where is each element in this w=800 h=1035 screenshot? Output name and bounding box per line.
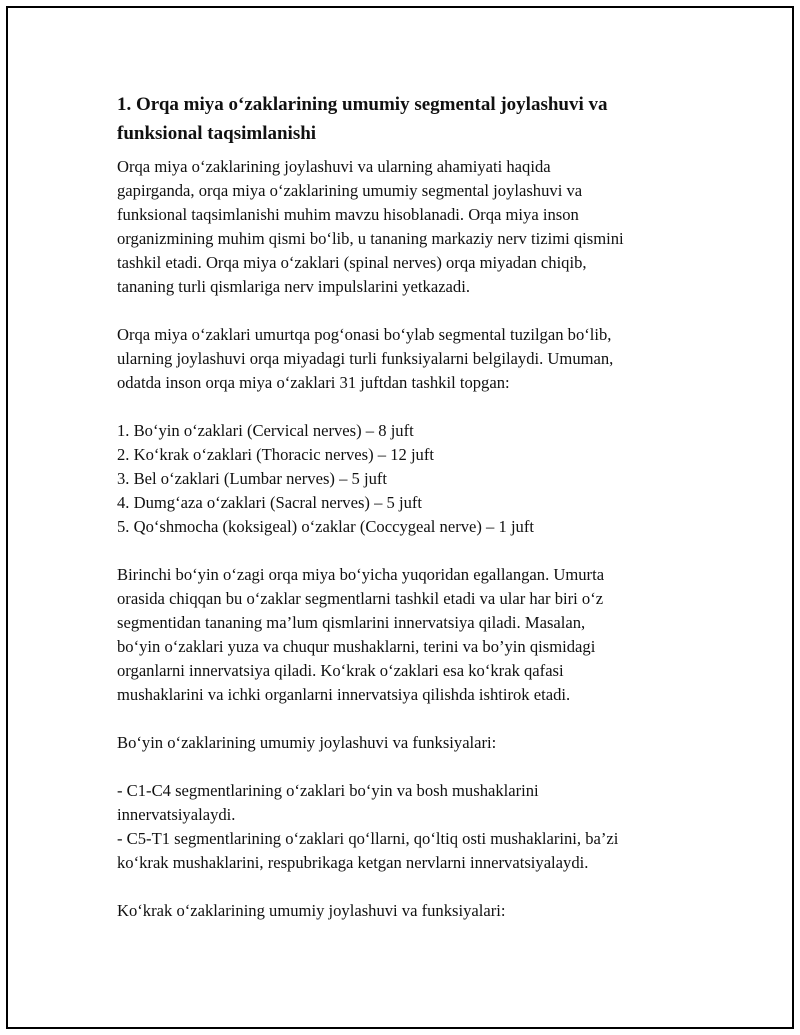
text-line: organizmining muhim qismi bo‘lib, u tananing markaziy nerv tizimi qismini xyxy=(117,229,624,248)
text-line: ularning joylashuvi orqa miyadagi turli funksiyalarni belgilaydi. Umuman, xyxy=(117,349,614,368)
list-item: 5. Qo‘shmocha (koksigeal) o‘zaklar (Coccygeal nerve) – 1 juft xyxy=(117,517,534,536)
text-line: - C1-C4 segmentlarining o‘zaklari bo‘yin va bosh mushaklarini xyxy=(117,781,539,800)
text-line: - C5-T1 segmentlarining o‘zaklari qo‘llarni, qo‘ltiq osti mushaklarini, ba’zi xyxy=(117,829,619,848)
text-line: organlarni innervatsiya qiladi. Ko‘krak o‘zaklari esa ko‘krak qafasi xyxy=(117,661,564,680)
document-body xyxy=(117,90,717,947)
text-line: Ko‘krak o‘zaklarining umumiy joylashuvi va funksiyalari: xyxy=(117,901,506,920)
cervical-items xyxy=(117,779,717,875)
list-item: 1. Bo‘yin o‘zaklari (Cervical nerves) – 8 juft xyxy=(117,421,414,440)
section-title xyxy=(117,90,717,148)
text-line: funksional taqsimlanishi muhim mavzu hisoblanadi. Orqa miya inson xyxy=(117,205,579,224)
text-line: bo‘yin o‘zaklari yuza va chuqur mushaklarni, terini va bo’yin qismidagi xyxy=(117,637,596,656)
list-item: 4. Dumg‘aza o‘zaklari (Sacral nerves) – 5 juft xyxy=(117,493,423,512)
cervical-heading xyxy=(117,731,717,755)
text-line: innervatsiyalaydi. xyxy=(117,805,236,824)
text-line: Birinchi bo‘yin o‘zagi orqa miya bo‘yicha yuqoridan egallangan. Umurta xyxy=(117,565,605,584)
cervical-intro-paragraph xyxy=(117,563,717,707)
text-line: tananing turli qismlariga nerv impulslarini yetkazadi. xyxy=(117,277,470,296)
segments-paragraph xyxy=(117,323,717,395)
text-line: Bo‘yin o‘zaklarining umumiy joylashuvi va funksiyalari: xyxy=(117,733,497,752)
text-line: orasida chiqqan bu o‘zaklar segmentlarni tashkil etadi va ular har biri o‘z xyxy=(117,589,604,608)
title-line: funksional taqsimlanishi xyxy=(117,123,317,144)
text-line: odatda inson orqa miya o‘zaklari 31 juftdan tashkil topgan: xyxy=(117,373,510,392)
intro-paragraph xyxy=(117,155,717,299)
text-line: Orqa miya o‘zaklarining joylashuvi va ularning ahamiyati haqida xyxy=(117,157,551,176)
text-line: gapirganda, orqa miya o‘zaklarining umumiy segmental joylashuvi va xyxy=(117,181,583,200)
text-line: ko‘krak mushaklarini, respubrikaga ketgan nervlarni innervatsiyalaydi. xyxy=(117,853,589,872)
list-item: 2. Ko‘krak o‘zaklari (Thoracic nerves) – 12 juft xyxy=(117,445,434,464)
text-line: mushaklarini va ichki organlarni innervatsiya qilishda ishtirok etadi. xyxy=(117,685,571,704)
text-line: Orqa miya o‘zaklari umurtqa pog‘onasi bo‘ylab segmental tuzilgan bo‘lib, xyxy=(117,325,612,344)
thoracic-heading xyxy=(117,899,717,923)
text-line: segmentidan tananing ma’lum qismlarini innervatsiya qiladi. Masalan, xyxy=(117,613,586,632)
nerve-pairs-list xyxy=(117,419,717,539)
text-line: tashkil etadi. Orqa miya o‘zaklari (spinal nerves) orqa miyadan chiqib, xyxy=(117,253,587,272)
list-item: 3. Bel o‘zaklari (Lumbar nerves) – 5 juft xyxy=(117,469,388,488)
title-line: 1. Orqa miya o‘zaklarining umumiy segmental joylashuvi va xyxy=(117,94,608,115)
